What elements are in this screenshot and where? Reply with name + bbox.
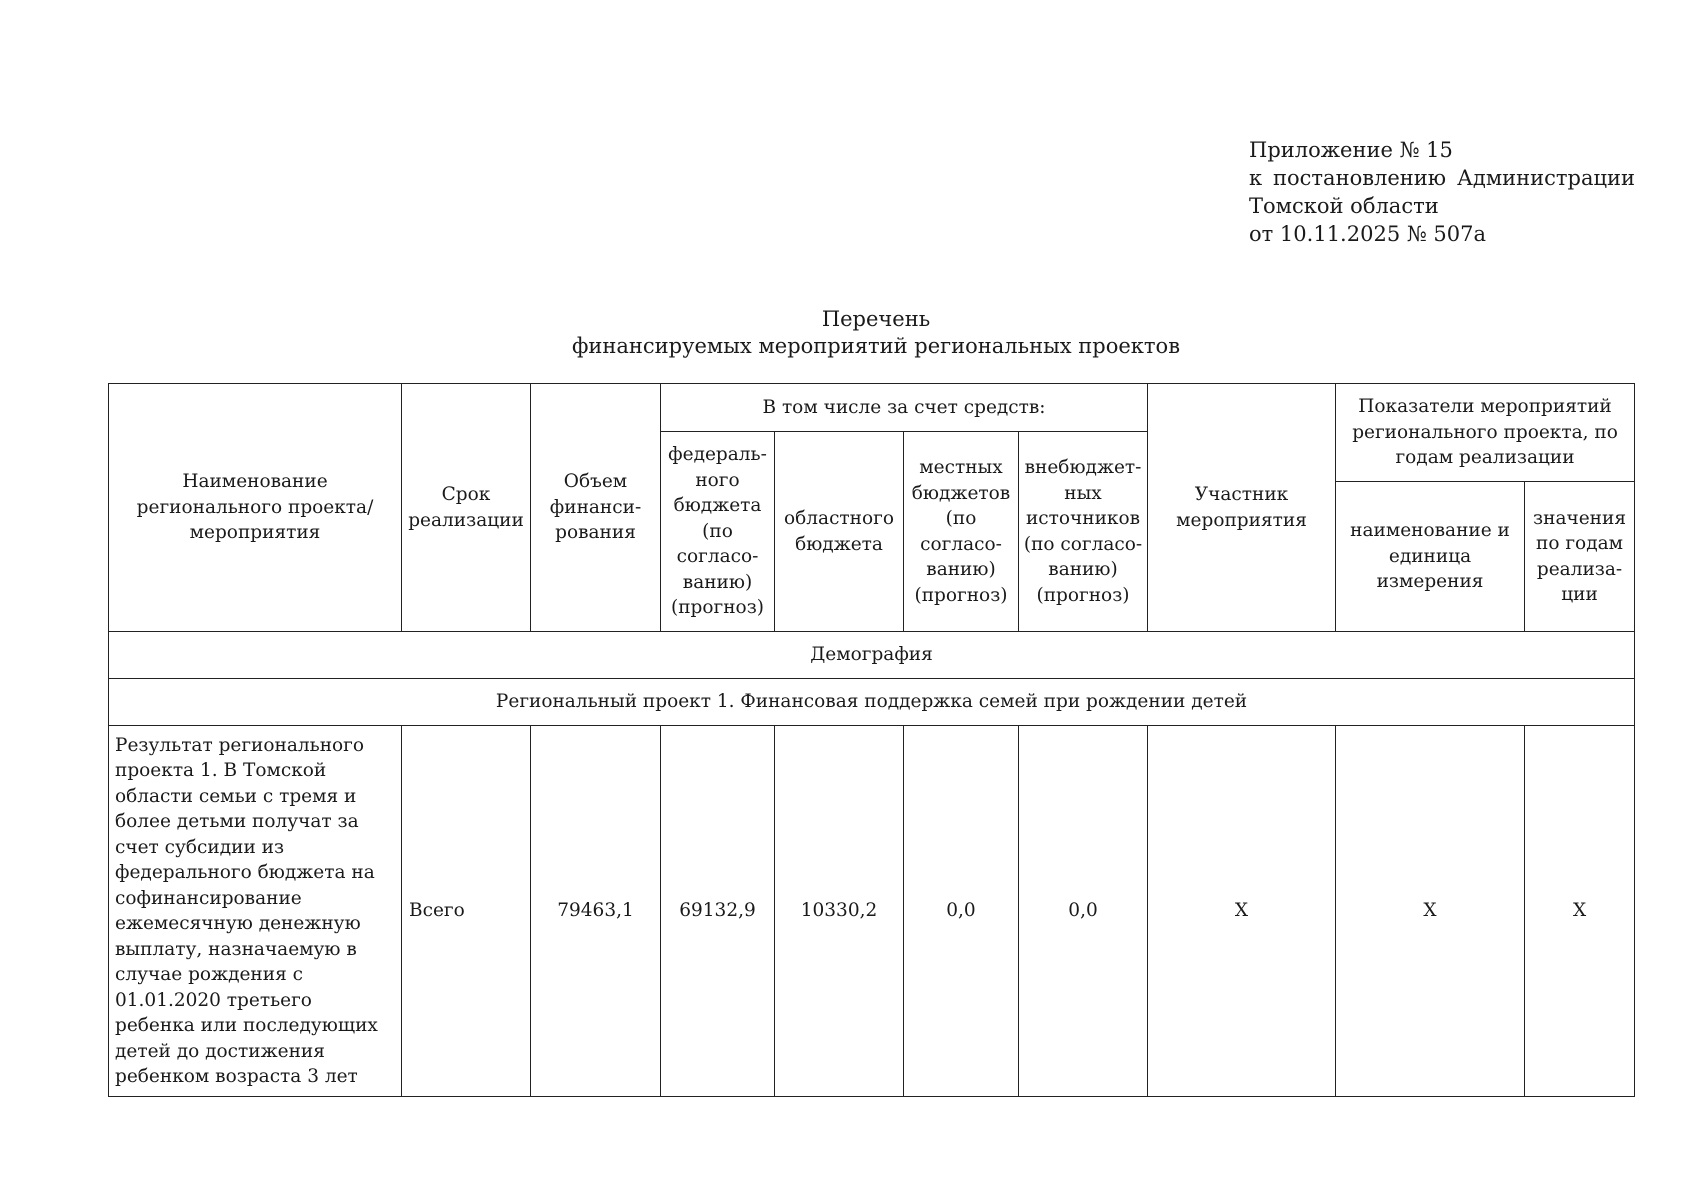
header-federal: федераль-ного бюджета (по согласо-ванию) (прогноз) — [661, 432, 775, 632]
section-title: Демография — [109, 632, 1635, 679]
row-participant: Х — [1148, 726, 1336, 1097]
appendix-resolution: к постановлению Администрации — [1249, 166, 1635, 190]
header-local: местных бюджетов (по согласо-ванию) (прогноз) — [904, 432, 1019, 632]
header-participant: Участник мероприятия — [1148, 384, 1336, 632]
row-federal: 69132,9 — [661, 726, 775, 1097]
header-name: Наименование регионального проекта/ мероприятия — [109, 384, 402, 632]
row-name: Результат регионального проекта 1. В Томской области семьи с тремя и более детьми получат за счет субсидии из федерального бюджета на софинансирование ежемесячную денежную выплату, назначаемую в случае рождения с 01.01.2020 третьего ребенка или последующих детей до достижения ребенком возраста 3 лет — [109, 726, 402, 1097]
title-line-1: Перечень — [821, 307, 931, 331]
title-line-2: финансируемых мероприятий региональных проектов — [571, 334, 1181, 358]
row-term: Всего — [402, 726, 531, 1097]
projects-table — [108, 383, 1635, 1097]
header-regional: областного бюджета — [775, 432, 904, 632]
appendix-region: Томской области — [1249, 194, 1439, 218]
appendix-date: от 10.11.2025 № 507а — [1249, 222, 1486, 246]
project-title: Региональный проект 1. Финансовая поддержка семей при рождении детей — [109, 679, 1635, 726]
header-indicator-values: значения по годам реализа-ции — [1525, 482, 1635, 632]
row-extrabudget: 0,0 — [1019, 726, 1148, 1097]
appendix-number: Приложение № 15 — [1249, 138, 1453, 162]
appendix-block — [1249, 136, 1635, 248]
header-term: Срок реализации — [402, 384, 531, 632]
row-indicator-values: Х — [1525, 726, 1635, 1097]
table-row — [109, 726, 1635, 1097]
header-including: В том числе за счет средств: — [661, 384, 1148, 432]
header-indicator-name: наименование и единица измерения — [1336, 482, 1525, 632]
header-indicators: Показатели мероприятий регионального проекта, по годам реализации — [1336, 384, 1635, 482]
row-volume: 79463,1 — [531, 726, 661, 1097]
row-regional: 10330,2 — [775, 726, 904, 1097]
header-volume: Объем финанси-рования — [531, 384, 661, 632]
row-indicator-name: Х — [1336, 726, 1525, 1097]
row-local: 0,0 — [904, 726, 1019, 1097]
header-extrabudget: внебюджет-ных источников (по согласо-ванию) (прогноз) — [1019, 432, 1148, 632]
document-title — [0, 306, 1698, 360]
